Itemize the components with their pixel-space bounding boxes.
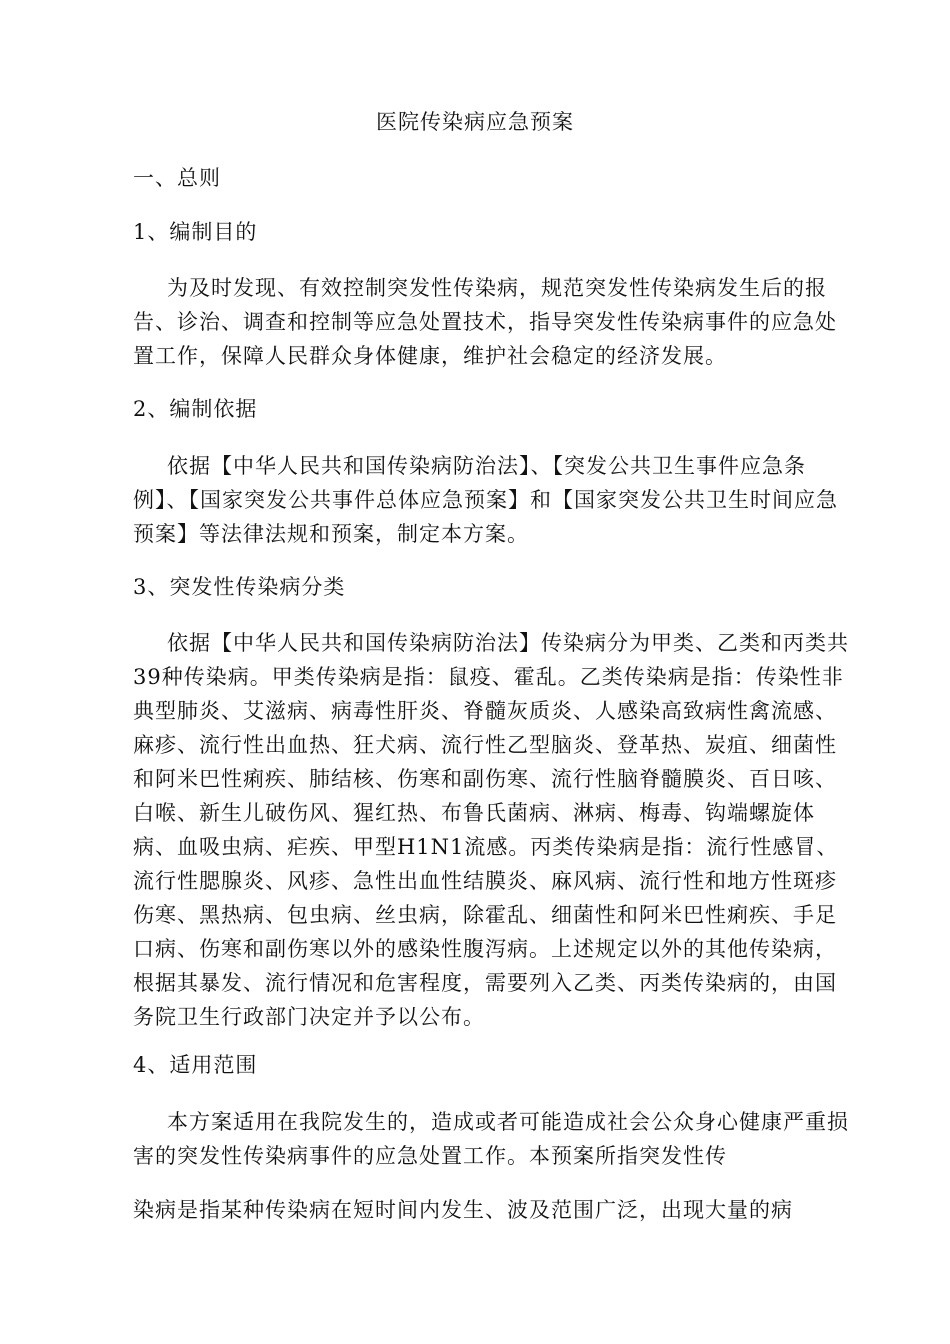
- paragraph-basis: 依据【中华人民共和国传染病防治法】、【突发公共卫生事件应急条例】、【国家突发公共事件总体应急预案】和【国家突发公共卫生时间应急预案】等法律法规和预案，制定本方案。: [133, 454, 838, 546]
- subheading-basis: 2、编制依据: [133, 397, 258, 421]
- section-heading-general: 一、总则: [133, 166, 221, 190]
- subheading-scope: 4、适用范围: [133, 1053, 258, 1077]
- subheading-classification: 3、突发性传染病分类: [133, 575, 346, 599]
- document-title: 医院传染病应急预案: [376, 110, 574, 134]
- subheading-purpose: 1、编制目的: [133, 220, 258, 244]
- paragraph-purpose: 为及时发现、有效控制突发性传染病，规范突发性传染病发生后的报告、诊治、调查和控制等应急处置技术，指导突发性传染病事件的应急处置工作，保障人民群众身体健康，维护社会稳定的经济发展。: [133, 276, 837, 368]
- paragraph-classification: 依据【中华人民共和国传染病防治法】传染病分为甲类、乙类和丙类共39种传染病。甲类传染病是指：鼠疫、霍乱。乙类传染病是指：传染性非典型肺炎、艾滋病、病毒性肝炎、脊髓灰质炎、人感染高致病性禽流感、麻疹、流行性出血热、狂犬病、流行性乙型脑炎、登革热、炭疽、细菌性和阿米巴性痢疾、肺结核、伤寒和副伤寒、流行性脑脊髓膜炎、百日咳、白喉、新生儿破伤风、猩红热、布鲁氏菌病、淋病、梅毒、钩端螺旋体病、血吸虫病、疟疾、甲型H1N1流感。丙类传染病是指：流行性感冒、流行性腮腺炎、风疹、急性出血性结膜炎、麻风病、流行性和地方性斑疹伤寒、黑热病、包虫病、丝虫病，除霍乱、细菌性和阿米巴性痢疾、手足口病、伤寒和副伤寒以外的感染性腹泻病。上述规定以外的其他传染病，根据其暴发、流行情况和危害程度，需要列入乙类、丙类传染病的，由国务院卫生行政部门决定并予以公布。: [133, 631, 849, 1029]
- paragraph-scope: 本方案适用在我院发生的，造成或者可能造成社会公众身心健康严重损害的突发性传染病事件的应急处置工作。本预案所指突发性传: [133, 1110, 849, 1168]
- paragraph-continuation: 染病是指某种传染病在短时间内发生、波及范围广泛，出现大量的病: [133, 1198, 793, 1222]
